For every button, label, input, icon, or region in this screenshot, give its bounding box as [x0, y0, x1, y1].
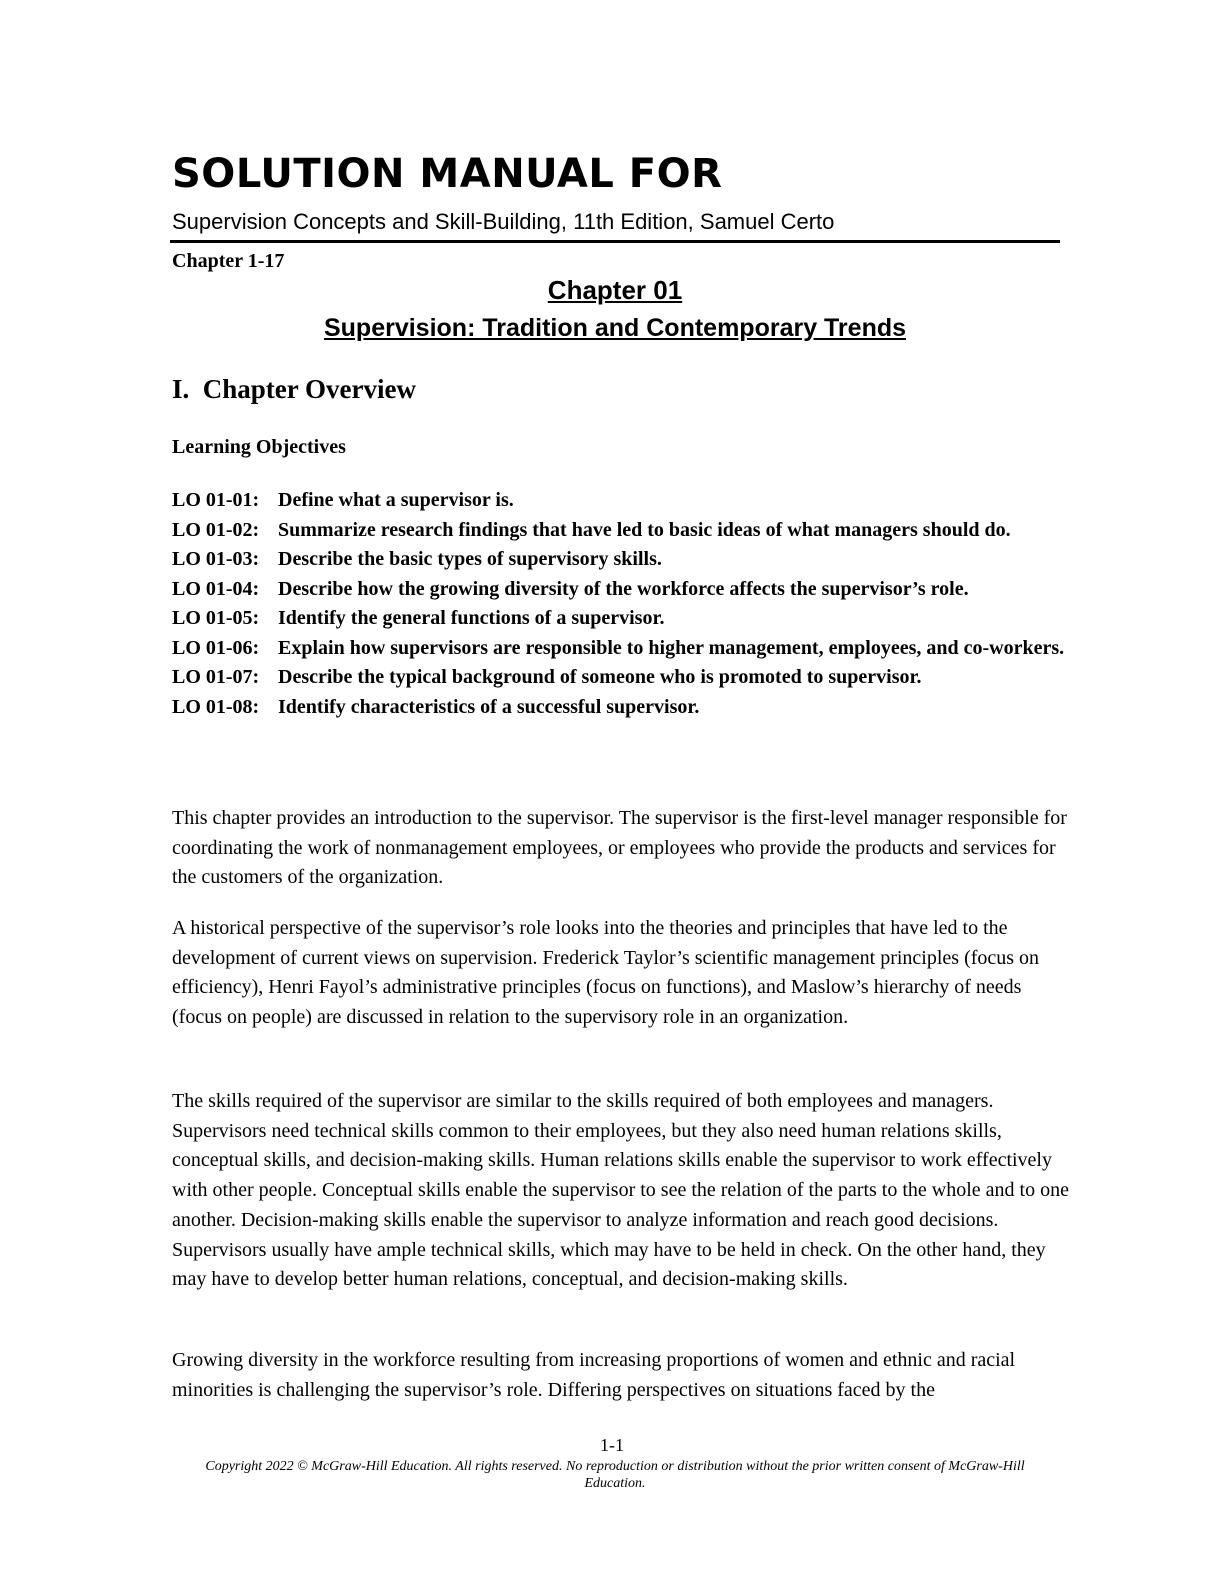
objective-code: LO 01-05:	[172, 607, 260, 629]
manual-title: SOLUTION MANUAL FOR	[172, 151, 723, 197]
objective-text: Describe the basic types of supervisory skills.	[278, 548, 662, 570]
learning-objective-item	[172, 693, 1072, 723]
objective-text: Summarize research findings that have led to basic ideas of what managers should do.	[278, 518, 1011, 541]
objective-code: LO 01-04:	[172, 577, 260, 600]
objective-code: LO 01-02:	[172, 518, 260, 541]
overview-paragraph: Growing diversity in the workforce resulting from increasing proportions of women and ethnic and racial minorities is challenging the supervisor’s role. Differing perspectives on situations faced by the	[172, 1349, 1016, 1401]
learning-objective-item	[172, 516, 1072, 546]
learning-objectives-heading: Learning Objectives	[172, 436, 346, 458]
book-subtitle: Supervision Concepts and Skill-Building, 11th Edition, Samuel Certo	[172, 209, 835, 234]
learning-objective-item	[172, 634, 1072, 664]
overview-paragraph: This chapter provides an introduction to the supervisor. The supervisor is the first-level manager responsible for coordinating the work of nonmanagement employees, or employees who provide the products and services for the customers of the organization.	[172, 807, 1067, 889]
section-heading: I. Chapter Overview	[172, 374, 416, 404]
objective-text: Explain how supervisors are responsible to higher management, employees, and co-workers.	[278, 636, 1065, 659]
title-divider	[170, 240, 1060, 243]
objective-code: LO 01-06:	[172, 636, 260, 659]
learning-objectives-list	[172, 486, 1072, 722]
learning-objective-item	[172, 604, 1072, 634]
overview-paragraph: A historical perspective of the supervisor’s role looks into the theories and principles that have led to the development of current views on supervision. Frederick Taylor’s scientific management principles (focus on efficiency), Henri Fayol’s administrative principles (focus on functions), and Maslow’s hierarchy of needs (focus on people) are discussed in relation to the supervisory role in an organization.	[172, 917, 1040, 1029]
objective-code: LO 01-03:	[172, 548, 260, 570]
learning-objective-item	[172, 575, 1072, 605]
chapter-range: Chapter 1-17	[172, 250, 285, 272]
copyright-notice: Copyright 2022 © McGraw-Hill Education. All rights reserved. No reproduction or distribution without the prior written consent of McGraw-Hill Education.	[205, 1459, 1025, 1491]
objective-code: LO 01-01:	[172, 489, 260, 511]
learning-objective-item	[172, 486, 1072, 516]
chapter-title: Supervision: Tradition and Contemporary Trends	[323, 314, 907, 342]
page-number: 1-1	[600, 1435, 624, 1455]
objective-text: Describe the typical background of someone who is promoted to supervisor.	[278, 666, 922, 688]
chapter-number: Chapter 01	[547, 275, 683, 305]
objective-text: Identify characteristics of a successful supervisor.	[278, 695, 700, 718]
objective-text: Define what a supervisor is.	[278, 489, 514, 511]
objective-code: LO 01-07:	[172, 666, 260, 688]
learning-objective-item	[172, 545, 1072, 575]
objective-code: LO 01-08:	[172, 695, 260, 718]
overview-paragraph: The skills required of the supervisor are similar to the skills required of both employees and managers. Supervisors need technical skills common to their employees, but they also need human relations skills, conceptual skills, and decision-making skills. Human relations skills enable the supervisor to work effectively with other people. Conceptual skills enable the supervisor to see the relation of the parts to the whole and to one another. Decision-making skills enable the supervisor to analyze information and reach good decisions. Supervisors usually have ample technical skills, which may have to be held in check. On the other hand, they may have to develop better human relations, conceptual, and decision-making skills.	[172, 1090, 1069, 1291]
objective-text: Identify the general functions of a supervisor.	[278, 607, 665, 629]
learning-objective-item	[172, 663, 1072, 693]
objective-text: Describe how the growing diversity of the workforce affects the supervisor’s role.	[278, 577, 969, 600]
